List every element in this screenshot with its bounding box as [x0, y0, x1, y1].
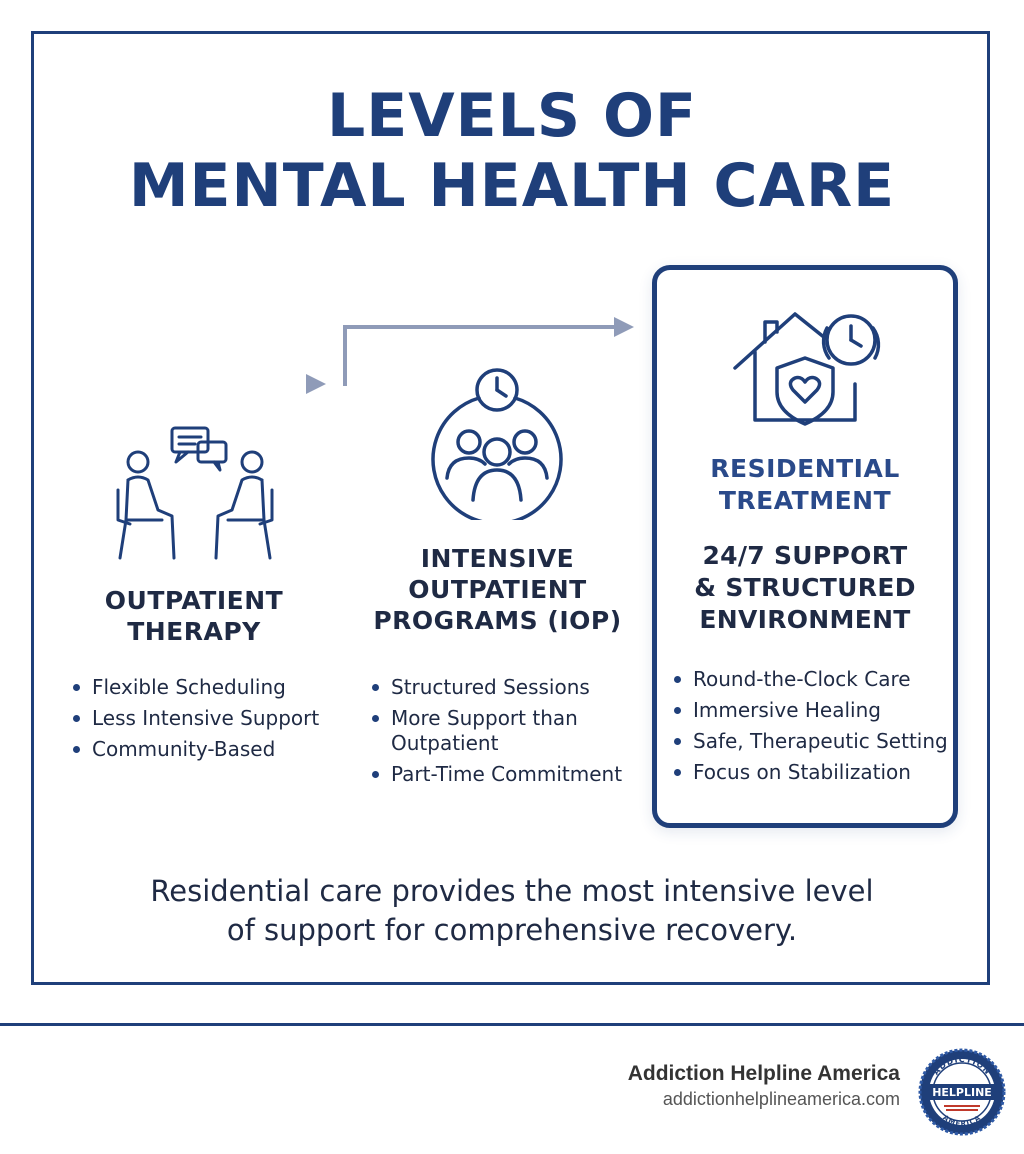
outpatient-bullets — [70, 675, 340, 768]
list-item: More Support than Outpatient — [369, 706, 601, 756]
outpatient-heading-line-2: THERAPY — [127, 617, 261, 646]
residential-heading-line-2: TREATMENT — [718, 486, 892, 515]
brand-name: Addiction Helpline America — [627, 1062, 900, 1085]
brand-url[interactable]: addictionhelplineamerica.com — [662, 1089, 900, 1109]
summary-text — [0, 872, 1024, 950]
iop-heading-line-2: OUTPATIENT — [408, 575, 587, 604]
residential-sub-line-2: & STRUCTURED — [694, 573, 916, 602]
title-line-2: MENTAL HEALTH CARE — [128, 151, 896, 221]
therapy-session-icon — [110, 420, 280, 570]
list-item: Community-Based — [70, 737, 340, 762]
house-shield-clock-icon — [725, 298, 895, 438]
svg-text:ADDICTION: ADDICTION — [931, 1054, 993, 1077]
footer-divider — [0, 1023, 1024, 1026]
residential-sub-line-1: 24/7 SUPPORT — [702, 541, 908, 570]
svg-text:AMERICA: AMERICA — [941, 1113, 983, 1129]
list-item: Immersive Healing — [671, 698, 961, 723]
iop-heading-line-1: INTENSIVE — [420, 544, 575, 573]
title-line-1: LEVELS OF — [327, 81, 697, 151]
summary-line-1: Residential care provides the most intensive level — [150, 874, 874, 908]
group-clock-icon — [427, 360, 567, 520]
list-item: Focus on Stabilization — [671, 760, 961, 785]
residential-card — [652, 265, 958, 828]
iop-heading-line-3: PROGRAMS (IOP) — [373, 606, 622, 635]
list-item: Flexible Scheduling — [70, 675, 340, 700]
outpatient-heading-line-1: OUTPATIENT — [104, 586, 284, 615]
residential-sub-line-3: ENVIRONMENT — [699, 605, 911, 634]
list-item: Structured Sessions — [369, 675, 649, 700]
residential-heading-line-1: RESIDENTIAL — [710, 454, 900, 483]
iop-bullets — [369, 675, 649, 793]
list-item: Round-the-Clock Care — [671, 667, 961, 692]
list-item: Less Intensive Support — [70, 706, 340, 731]
brand-seal-logo — [918, 1048, 1006, 1136]
list-item: Safe, Therapeutic Setting — [671, 729, 961, 754]
svg-text:HELPLINE: HELPLINE — [932, 1086, 992, 1099]
summary-line-2: of support for comprehensive recovery. — [226, 913, 798, 947]
residential-bullets — [671, 667, 961, 791]
list-item: Part-Time Commitment — [369, 762, 649, 787]
